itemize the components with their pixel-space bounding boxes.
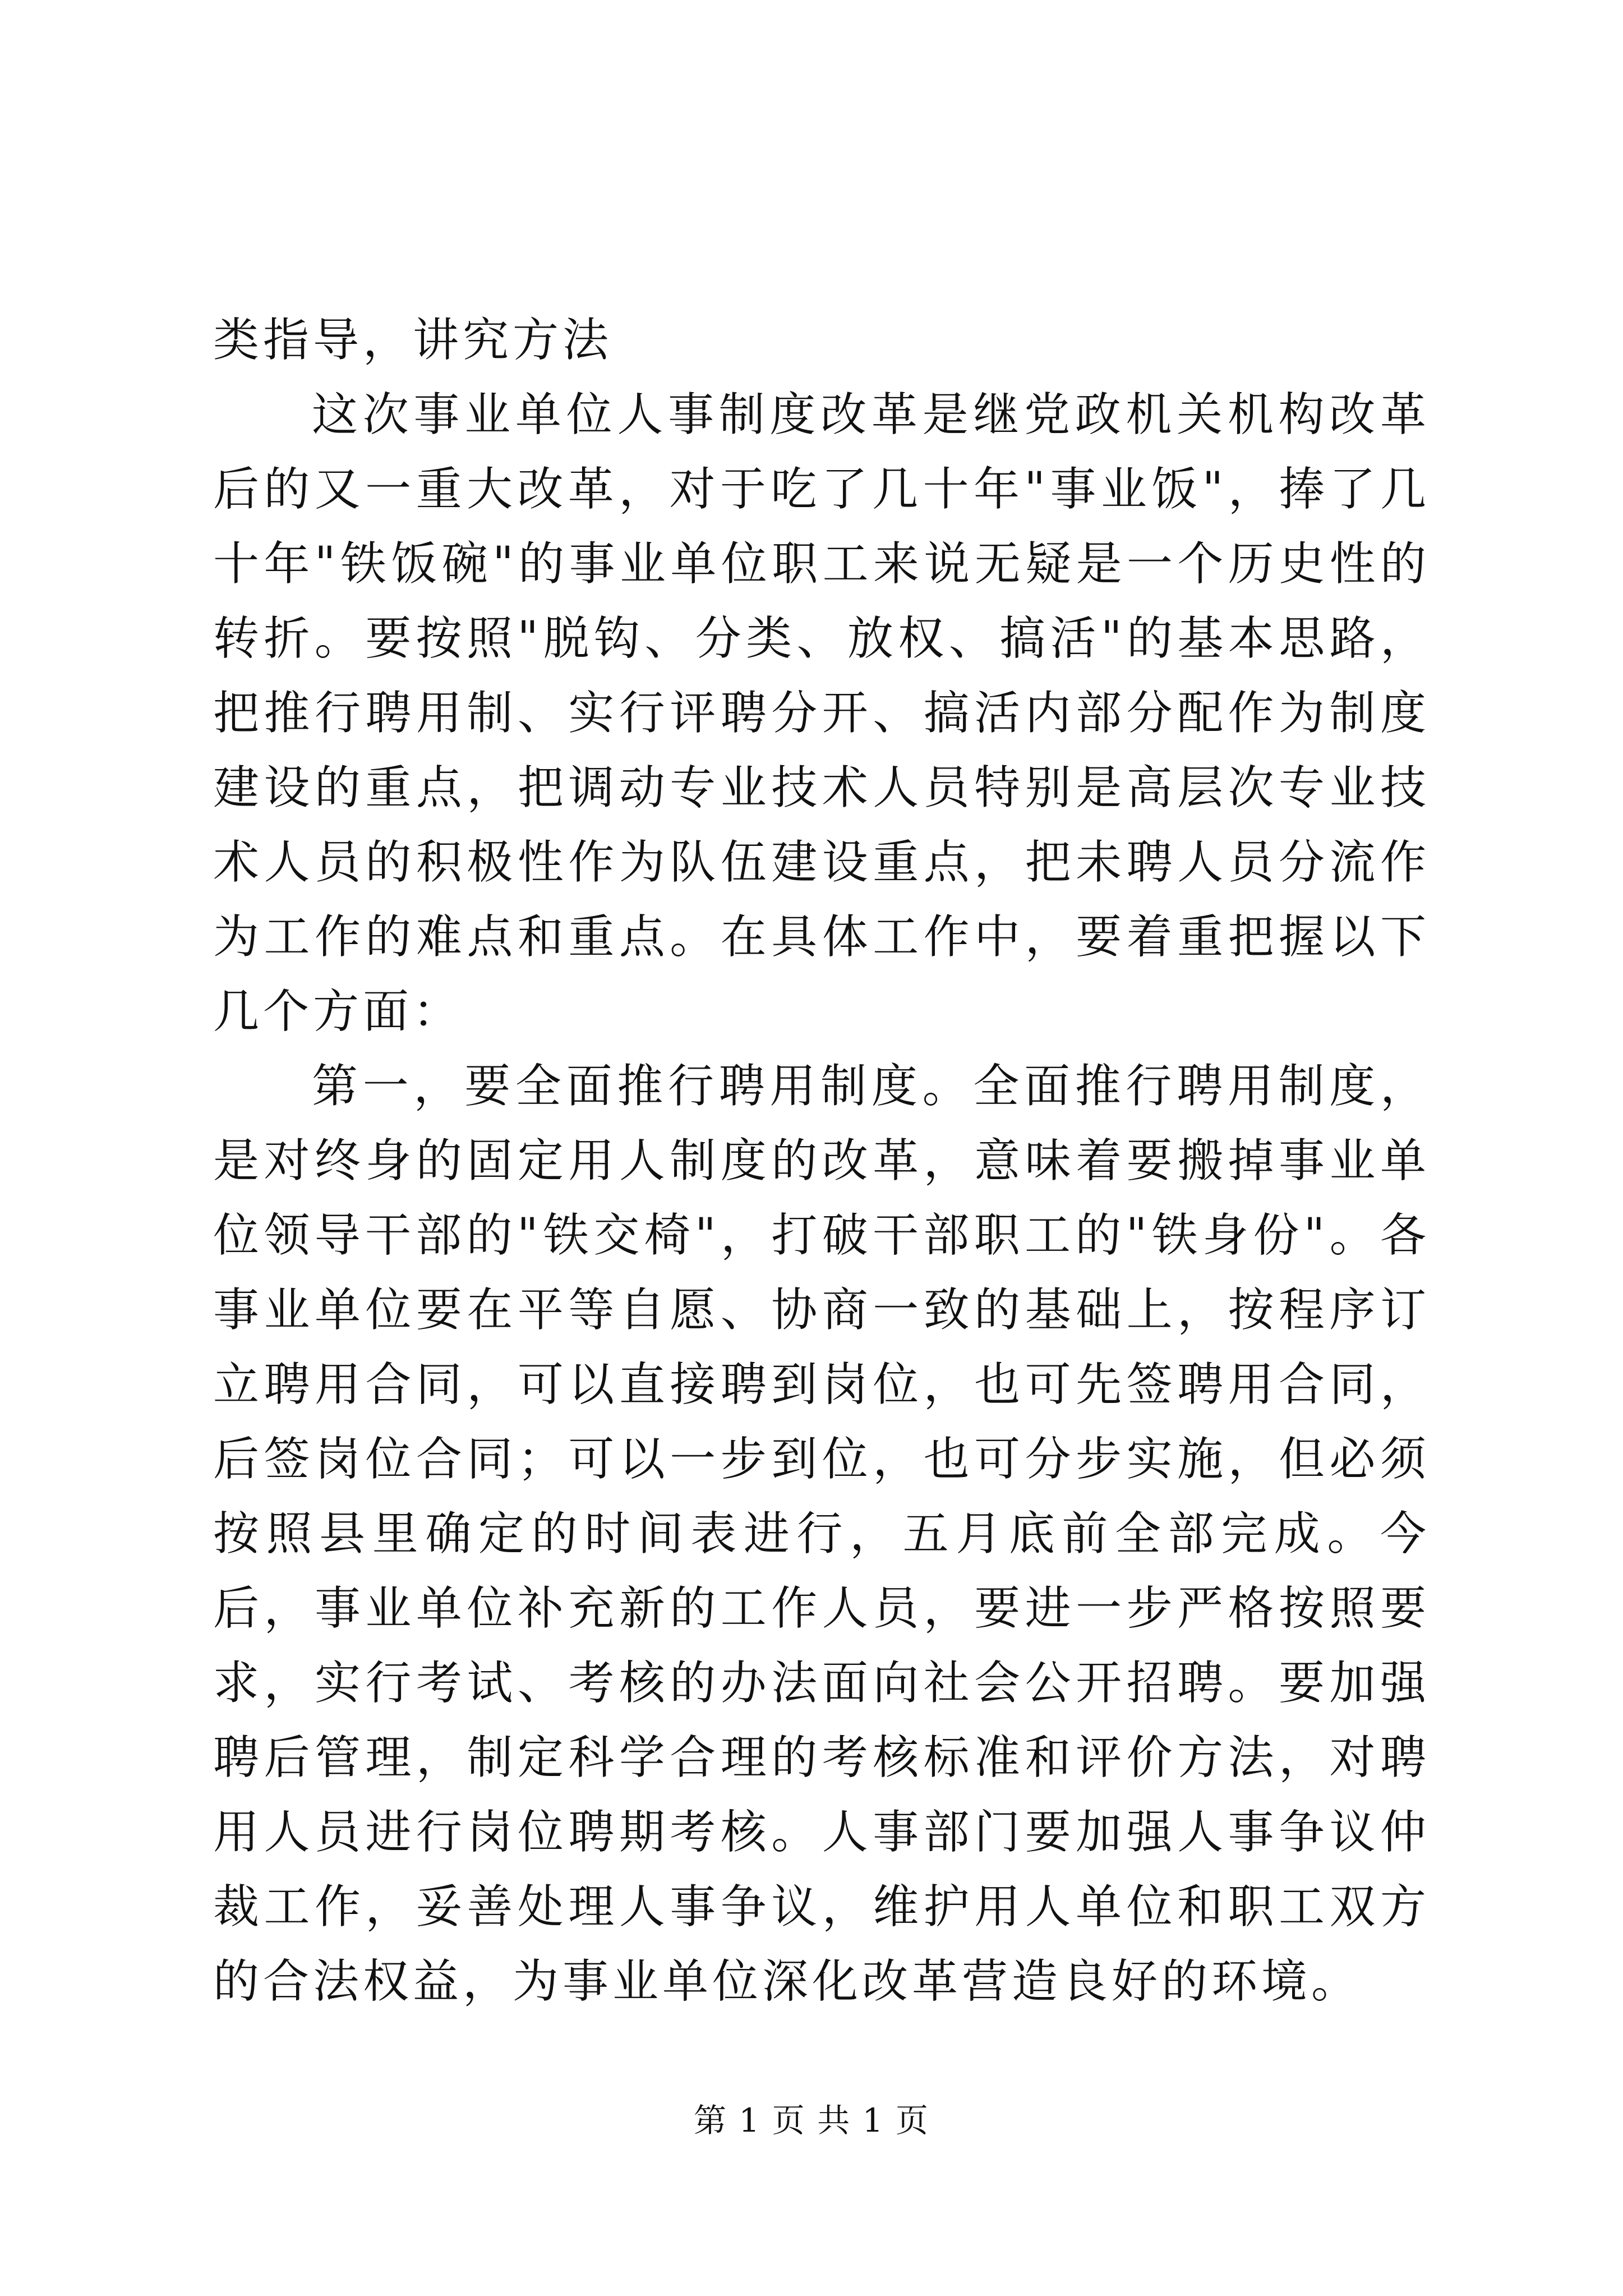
document-body: [213, 303, 1430, 2019]
paragraph-employment-system: 第一，要全面推行聘用制度。全面推行聘用制度，是对终身的固定用人制度的改革，意味着要搬掉事业单位领导干部的"铁交椅"，打破干部职工的"铁身份"。各事业单位要在平等自愿、协商一致的基础上，按程序订立聘用合同，可以直接聘到岗位，也可先签聘用合同，后签岗位合同；可以一步到位，也可分步实施，但必须按照县里确定的时间表进行，五月底前全部完成。今后，事业单位补充新的工作人员，要进一步严格按照要求，实行考试、考核的办法面向社会公开招聘。要加强聘后管理，制定科学合理的考核标准和评价方法，对聘用人员进行岗位聘期考核。人事部门要加强人事争议仲裁工作，妥善处理人事争议，维护用人单位和职工双方的合法权益，为事业单位深化改革营造良好的环境。: [213, 1060, 1430, 2008]
paragraph-reform-overview: 这次事业单位人事制度改革是继党政机关机构改革后的又一重大改革，对于吃了几十年"事业饭"，捧了几十年"铁饭碗"的事业单位职工来说无疑是一个历史性的转折。要按照"脱钩、分类、放权、搞活"的基本思路，把推行聘用制、实行评聘分开、搞活内部分配作为制度建设的重点，把调动专业技术人员特别是高层次专业技术人员的积极性作为队伍建设重点，把未聘人员分流作为工作的难点和重点。在具体工作中，要着重把握以下几个方面：: [213, 388, 1430, 1038]
paragraph-continuation: 类指导，讲究方法: [213, 314, 613, 367]
page-footer: 第 1 页 共 1 页: [694, 2101, 929, 2139]
